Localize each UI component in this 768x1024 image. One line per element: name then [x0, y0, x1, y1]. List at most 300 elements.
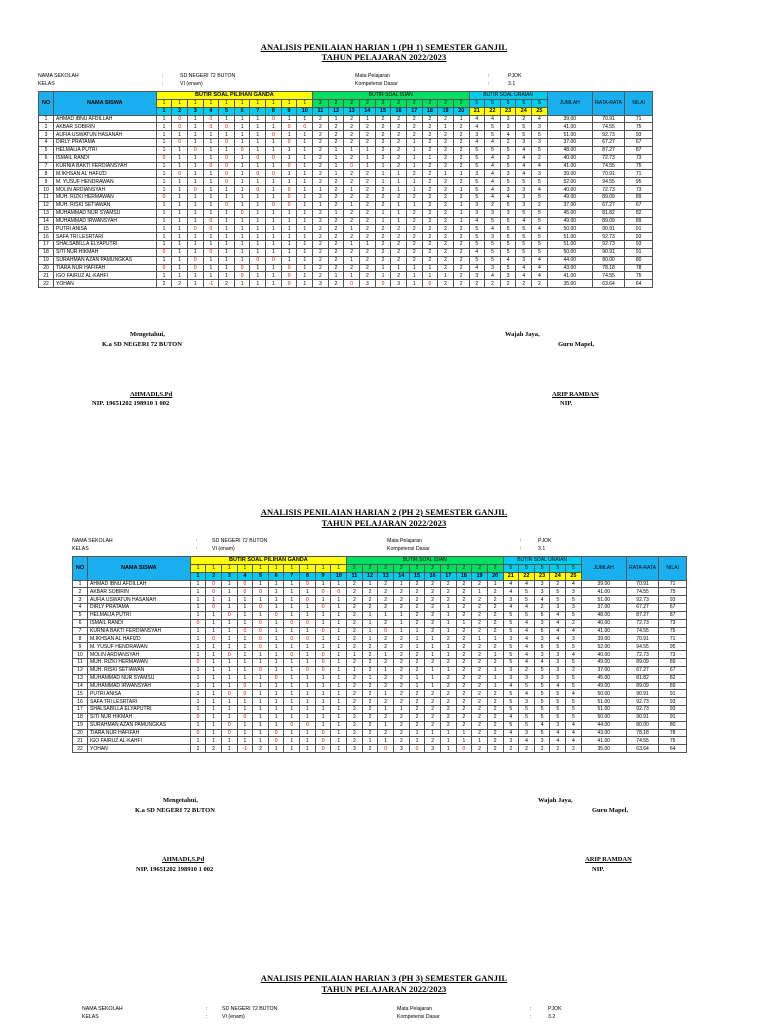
score-cell: 3	[469, 170, 485, 178]
score-cell: 1	[300, 690, 316, 698]
score-cell: 0	[344, 280, 360, 288]
score-cell: 2	[472, 627, 488, 635]
score-cell: 2	[487, 745, 503, 753]
score-cell: 1	[253, 580, 269, 588]
item-weight: 1	[297, 99, 313, 107]
student-rata: 89.09	[626, 658, 659, 666]
item-number: 17	[440, 572, 456, 580]
score-cell: 2	[409, 596, 425, 604]
score-cell: 1	[203, 201, 219, 209]
score-cell: 2	[425, 698, 441, 706]
score-cell: 2	[425, 627, 441, 635]
score-cell: 1	[187, 209, 203, 217]
score-cell: 2	[391, 272, 407, 280]
score-cell: 2	[375, 225, 391, 233]
score-cell: 1	[266, 186, 282, 194]
student-rata: 80.00	[626, 721, 659, 729]
score-cell: 2	[438, 256, 454, 264]
score-cell: 1	[347, 651, 363, 659]
score-cell: 1	[156, 146, 172, 154]
score-cell: 1	[425, 643, 441, 651]
score-cell: 1	[156, 123, 172, 131]
score-cell: 1	[315, 713, 331, 721]
score-cell: 3	[391, 280, 407, 288]
score-cell: 2	[394, 713, 410, 721]
score-cell: 1	[300, 698, 316, 706]
score-cell: 1	[394, 627, 410, 635]
score-cell: 2	[469, 280, 485, 288]
score-cell: 4	[550, 611, 566, 619]
ph1-kd-label: Kompetensi Dasar	[355, 81, 398, 87]
score-cell: 2	[360, 170, 376, 178]
score-cell: 5	[534, 666, 550, 674]
student-nilai: 95	[625, 178, 653, 186]
score-cell: 0	[190, 619, 206, 627]
score-cell: 0	[203, 115, 219, 123]
student-no: 3	[39, 131, 54, 139]
ph3-sep-1: :	[206, 1006, 208, 1012]
ph1-sig-right-nip: NIP.	[560, 400, 573, 407]
ph3-kd-value: 3.2	[548, 1014, 556, 1020]
score-cell: 1	[250, 193, 266, 201]
score-cell: 0	[156, 193, 172, 201]
score-cell: 2	[156, 280, 172, 288]
item-weight: 2	[344, 99, 360, 107]
score-cell: 4	[485, 272, 501, 280]
score-cell: 4	[503, 729, 519, 737]
score-cell: 3	[516, 193, 532, 201]
score-cell: 1	[297, 115, 313, 123]
score-cell: 0	[221, 651, 237, 659]
score-cell: 1	[409, 682, 425, 690]
student-no: 13	[73, 674, 88, 682]
student-jumlah: 52.00	[547, 178, 592, 186]
score-cell: 2	[453, 193, 469, 201]
score-cell: 1	[221, 698, 237, 706]
score-cell: 2	[378, 729, 394, 737]
score-cell: 1	[203, 154, 219, 162]
score-cell: 2	[391, 241, 407, 249]
score-cell: 2	[487, 604, 503, 612]
item-weight: 1	[284, 564, 300, 572]
student-rata: 78.18	[626, 729, 659, 737]
score-cell: 1	[237, 729, 253, 737]
student-no: 12	[73, 666, 88, 674]
student-rata: 87.27	[626, 611, 659, 619]
score-cell: 1	[300, 713, 316, 721]
score-cell: 1	[487, 635, 503, 643]
score-cell: 4	[469, 264, 485, 272]
score-cell: 1	[266, 264, 282, 272]
score-cell: 1	[297, 193, 313, 201]
score-cell: 1	[297, 225, 313, 233]
student-no: 15	[73, 690, 88, 698]
score-cell: 2	[438, 186, 454, 194]
score-cell: 0	[315, 745, 331, 753]
student-name: ISMAIL RANDI	[54, 154, 157, 162]
score-cell: 1	[315, 721, 331, 729]
score-cell: 5	[500, 146, 516, 154]
pg-group-header: BUTIR SOAL PILIHAN GANDA	[190, 557, 346, 565]
score-cell: 2	[534, 745, 550, 753]
score-cell: 2	[534, 604, 550, 612]
ph2-sig-mengetahui: Mengetahui,	[163, 797, 198, 804]
score-cell: 1	[281, 170, 297, 178]
student-nilai: 93	[625, 131, 653, 139]
score-cell: 5	[532, 233, 548, 241]
score-cell: 1	[203, 186, 219, 194]
col-no-header: NO	[39, 92, 54, 116]
score-cell: 3	[347, 745, 363, 753]
score-cell: 5	[469, 178, 485, 186]
score-cell: 2	[438, 201, 454, 209]
score-cell: 1	[266, 123, 282, 131]
student-no: 14	[39, 217, 54, 225]
score-cell: 2	[438, 131, 454, 139]
score-cell: 1	[219, 256, 235, 264]
student-name: MUHAMMAD NUR SYAMSU	[88, 674, 191, 682]
score-cell: 2	[328, 217, 344, 225]
score-cell: 1	[331, 635, 347, 643]
score-cell: 1	[250, 272, 266, 280]
score-cell: 0	[378, 745, 394, 753]
score-cell: 1	[422, 264, 438, 272]
score-cell: 1	[297, 217, 313, 225]
score-cell: 1	[266, 139, 282, 147]
score-cell: 2	[440, 580, 456, 588]
student-nilai: 67	[625, 201, 653, 209]
score-cell: 2	[394, 651, 410, 659]
score-cell: 1	[284, 658, 300, 666]
student-nilai: 93	[625, 233, 653, 241]
student-no: 7	[39, 162, 54, 170]
score-cell: 5	[532, 248, 548, 256]
student-name: AHMAD IBNU AFDILLAH	[88, 580, 191, 588]
student-nilai: 78	[625, 264, 653, 272]
student-rata: 70.91	[592, 170, 625, 178]
score-cell: 1	[328, 162, 344, 170]
score-cell: 1	[284, 666, 300, 674]
student-nilai: 71	[625, 170, 653, 178]
score-cell: 5	[566, 658, 582, 666]
score-cell: 5	[503, 658, 519, 666]
student-rata: 70.91	[626, 635, 659, 643]
score-cell: 1	[472, 737, 488, 745]
score-cell: 5	[532, 131, 548, 139]
score-cell: 0	[378, 627, 394, 635]
score-cell: 5	[500, 178, 516, 186]
score-cell: 1	[297, 201, 313, 209]
score-cell: 0	[315, 666, 331, 674]
student-nilai: 75	[659, 588, 687, 596]
score-cell: 1	[456, 737, 472, 745]
score-cell: 1	[300, 706, 316, 714]
score-cell: 3	[500, 154, 516, 162]
score-cell: 2	[378, 635, 394, 643]
score-cell: -1	[203, 280, 219, 288]
score-cell: 1	[297, 162, 313, 170]
score-cell: 5	[550, 588, 566, 596]
student-no: 20	[39, 264, 54, 272]
score-cell: 0	[190, 729, 206, 737]
score-cell: 1	[438, 123, 454, 131]
score-cell: 2	[378, 588, 394, 596]
score-cell: 1	[331, 604, 347, 612]
score-cell: 1	[409, 643, 425, 651]
score-cell: 1	[250, 233, 266, 241]
score-cell: 2	[360, 178, 376, 186]
score-cell: 2	[425, 611, 441, 619]
score-cell: 0	[456, 745, 472, 753]
score-cell: 2	[550, 745, 566, 753]
score-cell: 2	[425, 604, 441, 612]
item-weight: 2	[391, 99, 407, 107]
item-number: 4	[237, 572, 253, 580]
score-cell: 2	[438, 162, 454, 170]
ph1-sep-4: :	[488, 81, 490, 87]
score-cell: 2	[456, 682, 472, 690]
score-cell: 1	[406, 186, 422, 194]
score-cell: 1	[234, 162, 250, 170]
score-cell: 1	[221, 643, 237, 651]
score-cell: 2	[440, 596, 456, 604]
score-cell: 2	[472, 666, 488, 674]
score-cell: 2	[394, 737, 410, 745]
score-cell: 5	[503, 698, 519, 706]
ph2-subject-label: Mata Pelajaran	[387, 538, 422, 544]
score-cell: 2	[360, 272, 376, 280]
student-no: 20	[73, 729, 88, 737]
score-cell: 1	[344, 256, 360, 264]
score-cell: 4	[532, 256, 548, 264]
score-cell: 3	[519, 674, 535, 682]
score-cell: 5	[516, 123, 532, 131]
score-cell: 2	[440, 682, 456, 690]
score-cell: 2	[172, 280, 188, 288]
score-cell: 0	[284, 651, 300, 659]
score-cell: 1	[315, 674, 331, 682]
score-cell: 4	[519, 635, 535, 643]
student-nilai: 71	[659, 635, 687, 643]
student-nilai: 67	[659, 666, 687, 674]
score-cell: 2	[378, 682, 394, 690]
score-cell: 2	[406, 217, 422, 225]
score-cell: 2	[472, 698, 488, 706]
score-cell: 3	[566, 604, 582, 612]
score-cell: 2	[347, 737, 363, 745]
score-cell: 2	[453, 264, 469, 272]
score-cell: 2	[344, 178, 360, 186]
student-rata: 87.27	[592, 146, 625, 154]
score-cell: 1	[268, 706, 284, 714]
score-cell: 1	[487, 682, 503, 690]
score-cell: 2	[394, 690, 410, 698]
score-cell: 2	[409, 651, 425, 659]
score-cell: 1	[422, 272, 438, 280]
score-cell: 1	[331, 690, 347, 698]
student-name: SHALSABILLA ELYAPUTRI	[54, 241, 157, 249]
score-cell: 2	[362, 604, 378, 612]
score-cell: 2	[456, 690, 472, 698]
score-cell: 2	[453, 248, 469, 256]
score-cell: 2	[313, 178, 329, 186]
score-cell: 1	[391, 209, 407, 217]
score-cell: 1	[409, 737, 425, 745]
score-cell: 5	[469, 186, 485, 194]
score-cell: 4	[550, 619, 566, 627]
score-cell: 1	[187, 154, 203, 162]
score-cell: 2	[394, 674, 410, 682]
score-cell: 1	[284, 682, 300, 690]
score-cell: 2	[550, 580, 566, 588]
score-cell: 1	[315, 580, 331, 588]
score-cell: 4	[485, 186, 501, 194]
student-name: AKBAR SOBIRIN	[88, 588, 191, 596]
score-cell: 1	[360, 146, 376, 154]
score-cell: 5	[516, 209, 532, 217]
student-no: 2	[73, 588, 88, 596]
score-cell: 1	[172, 209, 188, 217]
score-cell: 2	[456, 604, 472, 612]
score-cell: 3	[500, 123, 516, 131]
score-cell: 0	[156, 154, 172, 162]
score-cell: 4	[519, 580, 535, 588]
student-rata: 70.91	[626, 580, 659, 588]
score-cell: 3	[532, 139, 548, 147]
score-cell: 1	[187, 241, 203, 249]
item-number: 9	[315, 572, 331, 580]
score-cell: 1	[268, 682, 284, 690]
score-cell: 2	[313, 256, 329, 264]
score-cell: 2	[440, 721, 456, 729]
score-cell: 3	[550, 604, 566, 612]
score-cell: 1	[268, 690, 284, 698]
item-number: 6	[268, 572, 284, 580]
student-nilai: 73	[625, 154, 653, 162]
score-cell: 1	[187, 233, 203, 241]
student-jumlah: 51.00	[547, 131, 592, 139]
ph3-school-label: NAMA SEKOLAH	[82, 1006, 123, 1012]
score-cell: 2	[394, 588, 410, 596]
score-cell: 0	[266, 256, 282, 264]
score-cell: 1	[172, 217, 188, 225]
score-cell: 2	[347, 596, 363, 604]
score-cell: 1	[440, 651, 456, 659]
score-cell: 1	[172, 186, 188, 194]
score-cell: 4	[500, 256, 516, 264]
score-cell: 1	[268, 588, 284, 596]
student-jumlah: 50.00	[547, 225, 592, 233]
score-cell: 1	[250, 217, 266, 225]
score-cell: 2	[378, 643, 394, 651]
score-cell: 1	[234, 248, 250, 256]
score-cell: 2	[391, 146, 407, 154]
score-cell: 1	[378, 611, 394, 619]
score-cell: 2	[472, 619, 488, 627]
score-cell: 1	[206, 706, 222, 714]
score-cell: 2	[328, 256, 344, 264]
score-cell: 1	[409, 674, 425, 682]
score-cell: 1	[297, 154, 313, 162]
score-cell: 1	[221, 674, 237, 682]
item-number: 22	[519, 572, 535, 580]
student-rata: 89.09	[592, 217, 625, 225]
ph2-sig-place: Wajah Jaya,	[538, 797, 573, 804]
ph1-kd-value: 3.1	[508, 81, 516, 87]
score-cell: 2	[360, 139, 376, 147]
score-cell: 1	[172, 162, 188, 170]
student-nilai: 91	[659, 713, 687, 721]
score-cell: 4	[485, 170, 501, 178]
score-cell: 1	[187, 170, 203, 178]
score-cell: 2	[375, 123, 391, 131]
score-cell: 5	[534, 643, 550, 651]
ph1-title: ANALISIS PENILAIAN HARIAN 1 (PH 1) SEMESTER GANJIL	[260, 42, 508, 52]
col-no-header: NO	[73, 557, 88, 581]
score-cell: 1	[284, 737, 300, 745]
score-cell: 2	[422, 248, 438, 256]
ph3-kd-label: Kompetensi Dasar	[397, 1014, 440, 1020]
score-cell: 2	[566, 666, 582, 674]
score-cell: 1	[219, 264, 235, 272]
score-cell: 1	[406, 264, 422, 272]
score-cell: 1	[440, 604, 456, 612]
student-rata: 63.64	[592, 280, 625, 288]
score-cell: 1	[237, 706, 253, 714]
score-cell: 5	[519, 706, 535, 714]
score-cell: 1	[206, 627, 222, 635]
score-cell: 1	[253, 674, 269, 682]
score-cell: 1	[281, 154, 297, 162]
score-cell: 2	[360, 131, 376, 139]
score-cell: 2	[313, 115, 329, 123]
score-cell: 2	[313, 154, 329, 162]
score-cell: 2	[190, 745, 206, 753]
score-cell: 3	[516, 139, 532, 147]
score-cell: 1	[190, 588, 206, 596]
score-cell: 2	[456, 643, 472, 651]
score-cell: 5	[534, 706, 550, 714]
score-cell: 1	[253, 729, 269, 737]
student-jumlah: 40.00	[547, 154, 592, 162]
col-name-header: NAMA SISWA	[88, 557, 191, 581]
score-cell: 2	[328, 241, 344, 249]
score-cell: 2	[406, 170, 422, 178]
score-cell: 1	[206, 713, 222, 721]
item-number: 10	[331, 572, 347, 580]
score-cell: 2	[347, 729, 363, 737]
student-name: SURAHMAN AZAN PAMUNGKAS	[54, 256, 157, 264]
score-cell: 4	[519, 651, 535, 659]
score-cell: 2	[453, 241, 469, 249]
student-rata: 92.73	[626, 706, 659, 714]
score-cell: 2	[362, 690, 378, 698]
score-cell: 0	[315, 604, 331, 612]
score-cell: 0	[281, 139, 297, 147]
score-cell: 3	[534, 619, 550, 627]
score-cell: 5	[566, 596, 582, 604]
score-cell: 1	[487, 580, 503, 588]
score-cell: 5	[485, 248, 501, 256]
score-cell: 0	[187, 256, 203, 264]
score-cell: 2	[516, 280, 532, 288]
score-cell: 1	[406, 280, 422, 288]
ph2-sep-1: :	[196, 538, 198, 544]
ph1-sig-guru: Guru Mapel,	[558, 341, 595, 348]
score-cell: 1	[250, 115, 266, 123]
score-cell: 0	[190, 658, 206, 666]
item-number: 11	[347, 572, 363, 580]
